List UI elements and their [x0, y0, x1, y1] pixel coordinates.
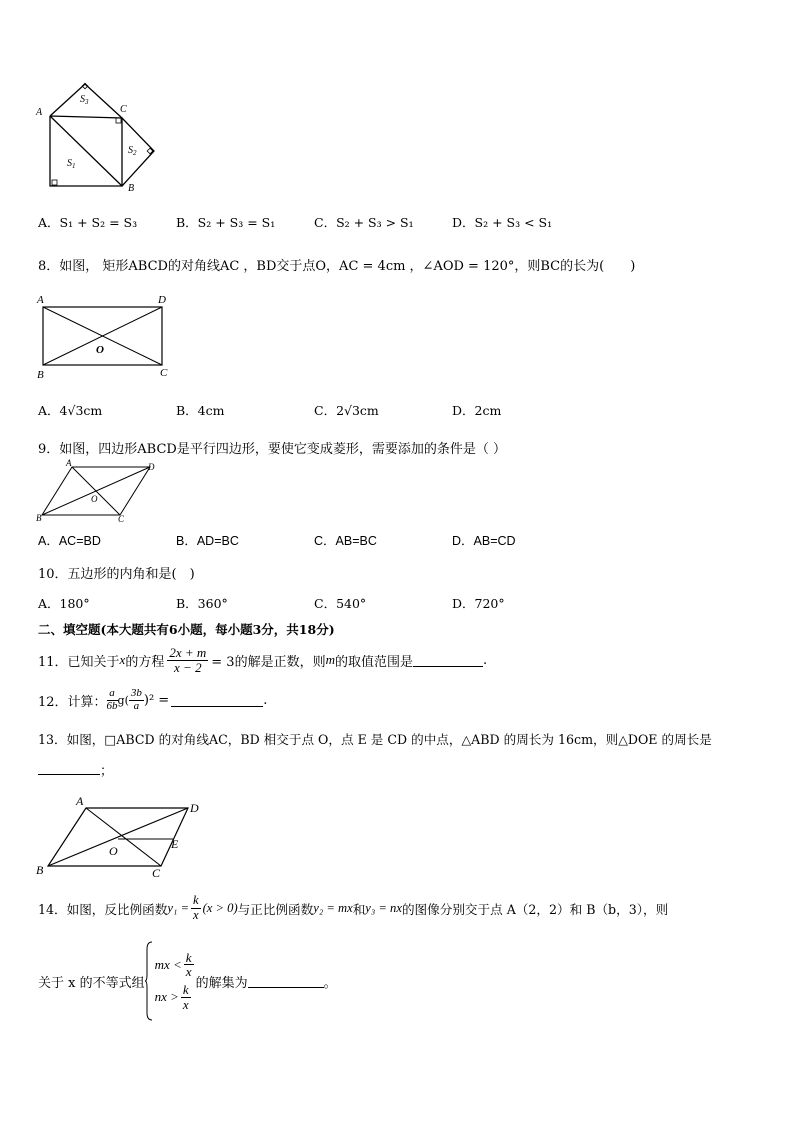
q7-label-c: C	[120, 104, 127, 115]
svg-text:S2: $S_2$	[128, 145, 137, 157]
q7-option-b[interactable]: B．S₂ + S₃ = S₁	[176, 215, 276, 230]
q13-label-c: C	[152, 866, 161, 880]
section-2-heading: 二、填空题(本大题共有6小题，每小题3分，共18分)	[38, 622, 335, 637]
q8-label-b: B	[37, 369, 44, 381]
q7-diagonal	[50, 116, 122, 186]
q7-label-s2: S	[128, 145, 133, 156]
q9-option-d[interactable]: D．AB=CD	[452, 534, 516, 548]
q10-text: 10．五边形的内角和是( )	[38, 567, 195, 582]
q12-answer-blank[interactable]	[171, 694, 263, 707]
q9-figure	[34, 458, 164, 524]
q14-system-brace	[145, 941, 153, 1021]
q14-line-1: 14．如图，反比例函数 y₁ = $\frac{k}{x}$ (x > 0) 与正比例函数 y₂ = mx 和 y₃ = nx 的图像分别交于点 A（2，2）和 B（b，3），则	[38, 893, 669, 922]
q10-option-d[interactable]: D．720°	[452, 596, 505, 611]
q8-label-d: D	[158, 294, 166, 306]
q13-label-e: E	[171, 837, 179, 851]
q10-option-c[interactable]: C．540°	[314, 596, 367, 611]
q7-label-s3: S	[80, 94, 85, 105]
q9-label-a: A	[66, 458, 72, 468]
q11-fraction: $\frac{2x + m}{x - 2}$	[169, 644, 207, 675]
q9-text: 9．如图，四边形ABCD是平行四边形，要使它变成菱形，需要添加的条件是（ ）	[38, 442, 506, 457]
q7-option-d[interactable]: D．S₂ + S₃ < S₁	[452, 215, 553, 230]
q8-label-c: C	[160, 367, 168, 379]
q9-label-c: C	[118, 514, 125, 524]
q7-option-a[interactable]: A．S₁ + S₂ = S₃	[38, 215, 138, 230]
q7-label-b: B	[128, 183, 135, 194]
q7-label-a: A	[36, 107, 43, 118]
q13-text: 13．如图，□ABCD 的对角线AC，BD 相交于点 O，点 E 是 CD 的中点，△ABD 的周长为 16cm，则△DOE 的周长是	[38, 732, 712, 747]
q9-option-b[interactable]: B．AD=BC	[176, 534, 239, 548]
q8-option-d[interactable]: D．2cm	[452, 403, 502, 418]
q7-triangle-s2	[122, 118, 154, 186]
q13-label-a: A	[76, 794, 84, 808]
q9-option-a[interactable]: A．AC=BD	[38, 534, 101, 548]
q7-option-c[interactable]: C．S₂ + S₃ > S₁	[314, 215, 414, 230]
q13-label-b: B	[36, 863, 44, 877]
q7-figure	[30, 78, 165, 196]
q9-label-b: B	[36, 513, 42, 523]
q9-option-c[interactable]: C．AB=BC	[314, 534, 377, 548]
q13-label-d: D	[190, 801, 199, 815]
q11-line: 11．已知关于 x 的方程 $\frac{2x + m}{x - 2}$ = 3的解是正数，则 m 的取值范围是 .	[38, 644, 488, 675]
q12-line: 12．计算： $\frac{a}{6b}$ g( $\frac{3b}{a}$ )² = .	[38, 686, 268, 712]
svg-text:S1: $S_1$	[67, 158, 76, 170]
q8-figure	[32, 290, 182, 382]
q14-inequality-system: mx < $\frac{k}{x}$ nx > $\frac{k}{x}$	[154, 949, 192, 1012]
q8-option-b[interactable]: B．4cm	[176, 403, 225, 418]
q8-label-o: O	[96, 344, 104, 356]
q8-text: 8．如图， 矩形ABCD的对角线AC ，BD交于点O，AC = 4cm ，∠AOD = 120°，则BC的长为( )	[38, 259, 636, 274]
q8-label-a: A	[37, 294, 44, 306]
q14-fraction-k-over-x: $\frac{k}{x}$	[193, 893, 199, 922]
q10-option-a[interactable]: A．180°	[38, 596, 90, 611]
q13-label-o: O	[109, 844, 118, 858]
q13-answer-blank[interactable]	[38, 762, 100, 775]
q9-label-d: D	[148, 462, 155, 472]
q13-figure	[34, 792, 214, 880]
q11-answer-blank[interactable]	[413, 654, 483, 667]
q12-fraction-2: $\frac{3b}{a}$	[130, 686, 142, 712]
q8-option-a[interactable]: A．4√3cm	[38, 403, 103, 418]
q9-label-o: O	[91, 494, 98, 504]
svg-text:S3: $S_3$	[80, 94, 89, 106]
q7-label-s1: S	[67, 158, 72, 169]
q12-fraction-1: $\frac{a}{6b}$	[106, 686, 118, 712]
q13-answer-line: ；	[38, 760, 113, 779]
q14-line-2: 关于 x 的不等式组 mx < $\frac{k}{x}$ nx > $\frac{k}{x}$ 的解集为 。	[38, 938, 337, 1024]
q14-answer-blank[interactable]	[248, 975, 324, 988]
q8-option-c[interactable]: C．2√3cm	[314, 403, 379, 418]
q10-option-b[interactable]: B．360°	[176, 596, 228, 611]
